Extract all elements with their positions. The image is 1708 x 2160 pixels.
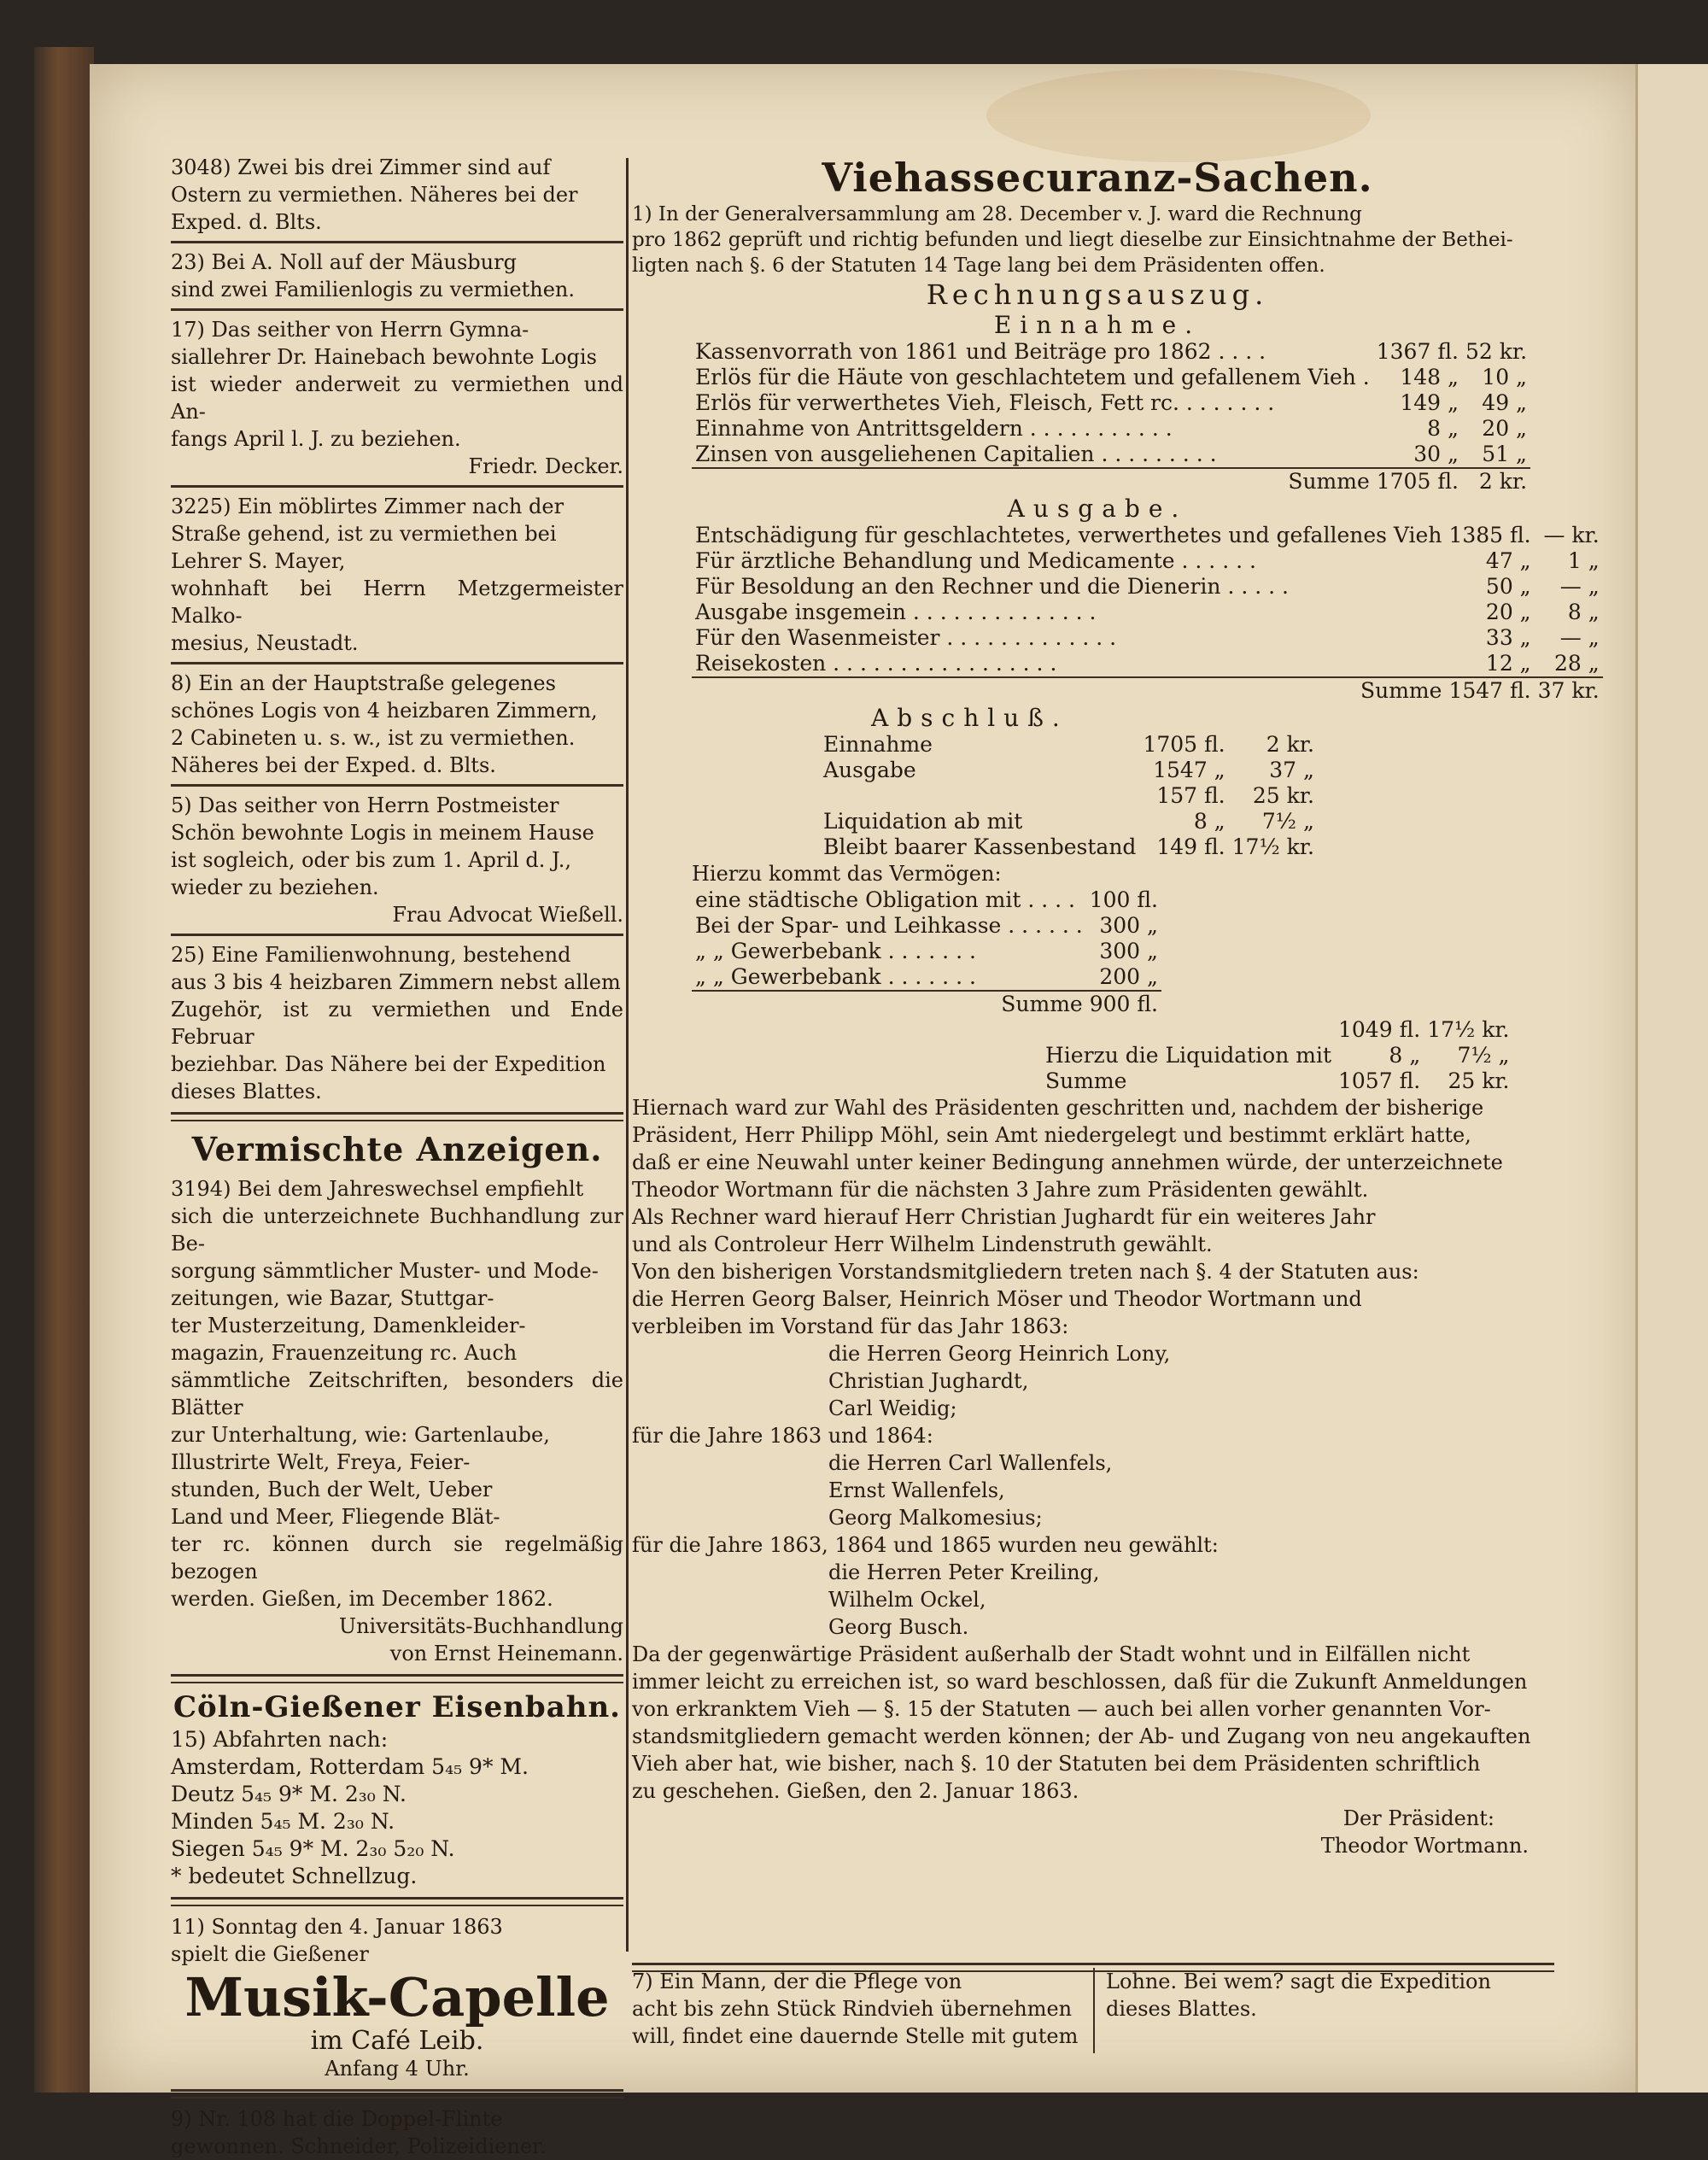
account-row (692, 887, 1161, 913)
text-line: acht bis zehn Stück Rindvieh übernehmen (632, 1997, 1073, 2021)
text-line: daß er eine Neuwahl unter keiner Bedingung annehmen würde, der unterzeichnete (632, 1150, 1503, 1174)
ad-3194-signature (171, 1613, 623, 1667)
column-rule (626, 158, 629, 1952)
account-label: Bei der Spar- und Leihkasse . . . . . . (695, 913, 1083, 938)
text-line: Ostern zu vermiethen. Näheres bei der (171, 183, 578, 207)
concert-place: im Café Leib. (310, 2026, 484, 2056)
text-line: Theodor Wortmann für die nächsten 3 Jahre zum Präsidenten gewählt. (632, 1178, 1369, 1202)
account-label: Liquidation ab mit (823, 809, 1023, 834)
separator (171, 784, 623, 787)
ausgabe-sum (692, 677, 1603, 704)
sum-fl: 1547 fl. (1445, 677, 1534, 704)
text-line: 8) Ein an der Hauptstraße gelegenes (171, 671, 556, 695)
account-kr: 51 „ (1482, 442, 1528, 466)
board-names-1863 (632, 1340, 1563, 1422)
vermoegen-sum (692, 991, 1161, 1017)
account-row (692, 574, 1603, 600)
abschluss-rows (820, 732, 1318, 860)
right-column (632, 154, 1600, 1859)
account-fl: 300 „ (1099, 939, 1158, 963)
concert-time: Anfang 4 Uhr. (325, 2057, 470, 2081)
text-line: zur Unterhaltung, wie: Gartenlaube, (171, 1423, 550, 1447)
account-kr: 25 kr. (1252, 783, 1314, 808)
account-fl: 100 fl. (1089, 887, 1158, 912)
account-label: eine städtische Obligation mit . . . . (695, 887, 1075, 912)
einnahme-title: Einnahme. (993, 311, 1202, 339)
ad-23 (171, 249, 623, 303)
text-line: siallehrer Dr. Hainebach bewohnte Logis (171, 345, 597, 369)
text-line: ist sogleich, oder bis zum 1. April d. J., (171, 848, 572, 872)
sum-label: Summe (692, 468, 1373, 495)
sum-kr: 2 kr. (1462, 468, 1530, 495)
account-fl: 1705 fl. (1143, 732, 1225, 757)
text-line: aus 3 bis 4 heizbaren Zimmern nebst allem (171, 970, 621, 994)
account-row (692, 625, 1603, 651)
text-line: wieder zu beziehen. (171, 875, 379, 899)
text-line: mesius, Neustadt. (171, 631, 359, 655)
text-line: Minden 5₄₅ M. 2₃₀ N. (171, 1809, 395, 1834)
rechnung-title: Rechnungsauszug. (926, 278, 1269, 311)
ausgabe-rows (692, 523, 1603, 677)
account-label: Bleibt baarer Kassenbestand (823, 834, 1137, 859)
ad-17 (171, 316, 623, 453)
concert-title: Musik-Capelle (184, 1966, 610, 2028)
separator (171, 308, 623, 311)
text-line: 9) Nr. 108 hat die Doppel-Flinte (171, 2107, 503, 2131)
sum-fl: 1705 fl. (1373, 468, 1462, 495)
double-separator (171, 1897, 623, 1906)
text-line: wohnhaft bei Herrn Metzgermeister Malko- (171, 577, 623, 628)
account-kr: 52 kr. (1465, 339, 1528, 364)
account-label: Zinsen von ausgeliehenen Capitalien . . . . . . . . . (695, 442, 1217, 466)
account-row (820, 758, 1318, 783)
text-line: Amsterdam, Rotterdam 5₄₅ 9* M. (171, 1754, 529, 1779)
account-row (1042, 1068, 1513, 1094)
account-row (692, 600, 1603, 625)
account-label: Einnahme (823, 732, 933, 757)
account-kr: 17½ kr. (1427, 1017, 1510, 1042)
article-title: Viehassecuranz-Sachen. (822, 155, 1373, 201)
text-line: 11) Sonntag den 4. Januar 1863 (171, 1915, 503, 1939)
account-label: Entschädigung für geschlachtetes, verwerthetes und gefallenes Vieh (695, 523, 1442, 547)
account-label: Kassenvorrath von 1861 und Beiträge pro 1862 . . . . (695, 339, 1266, 364)
text-line: Christian Jughardt, (828, 1369, 1029, 1393)
ad-5-signature: Frau Advocat Wießell. (392, 903, 623, 927)
ad-7-left (632, 1968, 1085, 2050)
account-label: Für den Wasenmeister . . . . . . . . . . . . . (695, 625, 1117, 650)
separator (171, 485, 623, 488)
account-kr: 28 „ (1553, 651, 1600, 676)
final-rows (1042, 1017, 1513, 1094)
text-line: will, findet eine dauernde Stelle mit gutem (632, 2024, 1079, 2048)
account-kr: 7½ „ (1457, 1043, 1510, 1068)
double-separator (171, 1674, 623, 1683)
account-kr: — „ (1559, 574, 1600, 599)
account-label: Ausgabe insgemein . . . . . . . . . . . . . . (695, 600, 1097, 624)
account-fl: 1049 fl. (1338, 1017, 1421, 1042)
text-line: die Herren Carl Wallenfels, (828, 1451, 1113, 1475)
text-line: sich die unterzeichnete Buchhandlung zur Be- (171, 1204, 623, 1256)
account-kr: 49 „ (1482, 390, 1528, 415)
board-names-1865 (632, 1559, 1563, 1641)
railway-title: Cöln-Gießener Eisenbahn. (173, 1690, 622, 1724)
account-kr: 37 „ (1269, 758, 1314, 782)
text-line: Illustrirte Welt, Freya, Feier- (171, 1450, 471, 1474)
account-row (820, 809, 1318, 834)
next-page-edge (1635, 64, 1708, 2093)
text-line: Georg Malkomesius; (828, 1506, 1043, 1530)
account-row (820, 834, 1318, 860)
text-line: zu geschehen. Gießen, den 2. Januar 1863. (632, 1779, 1079, 1803)
account-kr: 8 „ (1567, 600, 1600, 624)
account-label (820, 783, 1139, 809)
ausgabe-table (692, 523, 1603, 704)
account-fl: 149 fl. (1156, 834, 1225, 859)
account-fl: 1057 fl. (1338, 1068, 1421, 1093)
text-line: die Herren Georg Balser, Heinrich Möser und Theodor Wortmann und (632, 1287, 1362, 1311)
account-kr: 25 kr. (1448, 1068, 1510, 1093)
ad-5 (171, 792, 623, 901)
ausgabe-title: Ausgabe. (1007, 495, 1188, 523)
account-label: Erlös für die Häute von geschlachtetem und gefallenem Vieh . (695, 365, 1370, 389)
account-row (820, 732, 1318, 758)
text-line: gewonnen. Schneider, Polizeidiener. (171, 2134, 547, 2158)
text-line: 23) Bei A. Noll auf der Mäusburg (171, 250, 517, 274)
book-binding (34, 47, 94, 2093)
account-row (692, 416, 1530, 442)
account-row (692, 548, 1603, 574)
account-fl: 30 „ (1413, 442, 1459, 466)
text-line: 25) Eine Familienwohnung, bestehend (171, 943, 571, 967)
text-line: 3194) Bei dem Jahreswechsel empfiehlt (171, 1177, 584, 1201)
sum-fl: 900 fl. (1086, 991, 1161, 1017)
text-line: 1) In der Generalversammlung am 28. December v. J. ward die Rechnung (632, 203, 1362, 225)
text-line: sämmtliche Zeitschriften, besonders die Blätter (171, 1368, 623, 1420)
vermoegen-rows (692, 887, 1161, 991)
ad-3225 (171, 493, 623, 657)
account-fl: 1385 fl. (1448, 523, 1531, 547)
account-row (1042, 1017, 1513, 1043)
text-line: von erkranktem Vieh — §. 15 der Statuten — auch bei allen vorher genannten Vor- (632, 1697, 1491, 1721)
text-line: schönes Logis von 4 heizbaren Zimmern, (171, 699, 598, 723)
board-names-1864 (632, 1449, 1563, 1531)
bottom-ad (632, 1956, 1563, 2048)
text-line: Lehrer S. Mayer, (171, 549, 346, 573)
account-fl: 200 „ (1099, 964, 1158, 989)
text-line: Georg Busch. (828, 1615, 969, 1639)
account-label (1042, 1017, 1335, 1043)
account-label: Für Besoldung an den Rechner und die Dienerin . . . . . (695, 574, 1289, 599)
text-line: von Ernst Heinemann. (389, 1642, 623, 1665)
text-line: dieses Blattes. (1106, 1997, 1257, 2021)
ad-25 (171, 941, 623, 1105)
text-line: werden. Gießen, im December 1862. (171, 1587, 553, 1611)
text-line: 5) Das seither von Herrn Postmeister (171, 793, 559, 817)
ad-8 (171, 670, 623, 779)
text-line: Hiernach ward zur Wahl des Präsidenten geschritten und, nachdem der bisherige (632, 1096, 1484, 1120)
text-line: Siegen 5₄₅ 9* M. 2₃₀ 5₂₀ N. (171, 1836, 455, 1861)
double-separator (171, 1112, 623, 1121)
column-rule (1093, 1968, 1095, 2053)
account-label: Für ärztliche Behandlung und Medicamente . . . . . . (695, 548, 1256, 573)
text-line: ligten nach §. 6 der Statuten 14 Tage lang bei dem Präsidenten offen. (632, 255, 1325, 277)
account-row (692, 390, 1530, 416)
sum-label: Summe (692, 991, 1086, 1017)
text-line: Vieh aber hat, wie bisher, nach §. 10 der Statuten bei dem Präsidenten schriftlich (632, 1752, 1481, 1776)
account-fl: 50 „ (1485, 574, 1531, 599)
years-1863-1864: für die Jahre 1863 und 1864: (632, 1424, 933, 1448)
account-fl: 1367 fl. (1376, 339, 1459, 364)
account-row (820, 783, 1318, 809)
text-line: Schön bewohnte Logis in meinem Hause (171, 821, 594, 845)
text-line: und als Controleur Herr Wilhelm Lindenstruth gewählt. (632, 1232, 1213, 1256)
text-line: Lohne. Bei wem? sagt die Expedition (1106, 1970, 1491, 1993)
text-line: Wilhelm Ockel, (828, 1588, 986, 1612)
text-line: fangs April l. J. zu beziehen. (171, 427, 461, 451)
account-fl: 300 „ (1099, 913, 1158, 938)
text-line: Exped. d. Blts. (171, 210, 322, 234)
account-fl: 8 „ (1427, 416, 1459, 441)
text-line: die Herren Peter Kreiling, (828, 1560, 1100, 1584)
account-fl: 148 „ (1400, 365, 1459, 389)
text-line: ist wieder anderweit zu vermiethen und An- (171, 372, 623, 424)
account-row (692, 651, 1603, 677)
ad-9 (171, 2105, 623, 2160)
account-fl: 12 „ (1485, 651, 1531, 676)
sign-role: Der Präsident: (1342, 1806, 1494, 1830)
vermoegen-table (692, 887, 1161, 1017)
text-line: Universitäts-Buchhandlung (338, 1614, 623, 1638)
separator (171, 241, 623, 243)
final-table (1042, 1017, 1513, 1094)
text-line: 17) Das seither von Herrn Gymna- (171, 318, 529, 342)
text-line: Von den bisherigen Vorstandsmitgliedern treten nach §. 4 der Statuten aus: (632, 1260, 1419, 1284)
account-row (692, 365, 1530, 390)
account-row (692, 964, 1161, 991)
text-line: Als Rechner ward hierauf Herr Christian Jughardt für ein weiteres Jahr (632, 1205, 1376, 1229)
vermoegen-title: Hierzu kommt das Vermögen: (692, 862, 1002, 886)
account-label: Erlös für verwerthetes Vieh, Fleisch, Fett rc. . . . . . . . (695, 390, 1275, 415)
account-row (692, 523, 1603, 548)
text-line: Zugehör, ist zu vermiethen und Ende Februar (171, 998, 623, 1049)
account-row (1042, 1043, 1513, 1068)
separator (171, 934, 623, 936)
account-kr: — „ (1559, 625, 1600, 650)
text-line: magazin, Frauenzeitung rc. Auch (171, 1341, 518, 1365)
text-line: Carl Weidig; (828, 1396, 957, 1420)
text-line: beziehbar. Das Nähere bei der Expedition (171, 1052, 606, 1076)
text-line: ter rc. können durch sie regelmäßig bezogen (171, 1532, 623, 1583)
einnahme-rows (692, 339, 1530, 468)
text-line: 7) Ein Mann, der die Pflege von (632, 1970, 962, 1993)
text-line: 3225) Ein möblirtes Zimmer nach der (171, 495, 564, 518)
account-kr: 2 kr. (1266, 732, 1314, 757)
text-line: zeitungen, wie Bazar, Stuttgar- (171, 1286, 494, 1310)
text-line: die Herren Georg Heinrich Lony, (828, 1342, 1171, 1366)
text-line: verbleiben im Vorstand für das Jahr 1863: (632, 1314, 1069, 1338)
text-line: Ernst Wallenfels, (828, 1478, 1005, 1502)
text-line: stunden, Buch der Welt, Ueber (171, 1478, 493, 1501)
account-label: „ „ Gewerbebank . . . . . . . (695, 939, 976, 963)
account-fl: 149 „ (1400, 390, 1459, 415)
account-kr: 1 „ (1567, 548, 1600, 573)
double-separator (171, 2089, 623, 2099)
account-label: Summe (1045, 1068, 1127, 1093)
account-row (692, 939, 1161, 964)
account-fl: 8 „ (1193, 809, 1225, 834)
account-fl: 33 „ (1485, 625, 1531, 650)
text-line: Da der gegenwärtige Präsident außerhalb der Stadt wohnt und in Eilfällen nicht (632, 1642, 1471, 1666)
ad-17-signature: Friedr. Decker. (468, 454, 623, 478)
einnahme-sum (692, 468, 1530, 495)
ad-7-right (1106, 1968, 1554, 2022)
text-line: pro 1862 geprüft und richtig befunden und liegt dieselbe zur Einsichtnahme der Bethei- (632, 229, 1513, 251)
account-label: Hierzu die Liquidation mit (1045, 1043, 1331, 1068)
account-row (692, 913, 1161, 939)
account-label: Ausgabe (823, 758, 916, 782)
account-fl: 8 „ (1389, 1043, 1421, 1068)
einnahme-table (692, 339, 1530, 495)
left-column (171, 154, 623, 2160)
account-kr: 10 „ (1482, 365, 1528, 389)
text-line: 2 Cabineten u. s. w., ist zu vermiethen. (171, 726, 576, 750)
account-kr: 7½ „ (1261, 809, 1314, 834)
text-line: sorgung sämmtlicher Muster- und Mode- (171, 1259, 599, 1283)
account-label: Einnahme von Antrittsgeldern . . . . . . . . . . . (695, 416, 1173, 441)
account-fl: 20 „ (1485, 600, 1531, 624)
text-line: spielt die Gießener (171, 1942, 369, 1966)
text-line: Präsident, Herr Philipp Möhl, sein Amt niedergelegt und bestimmt erklärt hatte, (632, 1123, 1471, 1147)
account-fl: 157 fl. (1156, 783, 1225, 808)
paper-stain (986, 68, 1371, 162)
closing-text (632, 1641, 1563, 1805)
text-line: 15) Abfahrten nach: (171, 1727, 389, 1752)
text-line: Deutz 5₄₅ 9* M. 2₃₀ N. (171, 1782, 407, 1806)
ad-3194 (171, 1175, 623, 1613)
account-label: „ „ Gewerbebank . . . . . . . (695, 964, 976, 989)
railway-schedule (171, 1726, 623, 1890)
election-text (632, 1094, 1563, 1340)
account-fl: 47 „ (1485, 548, 1531, 573)
account-row (692, 339, 1530, 365)
ad-3048 (171, 154, 623, 236)
text-line: Land und Meer, Fliegende Blät- (171, 1505, 500, 1529)
sum-label: Summe (692, 677, 1445, 704)
account-row (692, 442, 1530, 468)
text-line: dieses Blattes. (171, 1080, 322, 1103)
text-line: Näheres bei der Exped. d. Blts. (171, 753, 496, 777)
sum-kr: 37 kr. (1535, 677, 1603, 704)
text-line: sind zwei Familienlogis zu vermiethen. (171, 278, 576, 301)
article-intro (632, 202, 1563, 278)
concert-intro (171, 1913, 623, 1968)
account-kr: — kr. (1543, 523, 1600, 547)
abschluss-table (820, 732, 1318, 860)
text-line: Straße gehend, ist zu vermiethen bei (171, 522, 557, 546)
separator (171, 662, 623, 664)
section-title-vermischte: Vermischte Anzeigen. (191, 1130, 603, 1168)
abschluss-title: Abschluß. (871, 704, 1068, 732)
text-line: standsmitgliedern gemacht werden können; der Ab- und Zugang von neu angekauften (632, 1724, 1531, 1748)
text-line: ter Musterzeitung, Damenkleider- (171, 1314, 526, 1338)
text-line: immer leicht zu erreichen ist, so ward beschlossen, daß für die Zukunft Anmeldungen (632, 1670, 1528, 1694)
account-label: Reisekosten . . . . . . . . . . . . . . . . . (695, 651, 1057, 676)
account-kr: 20 „ (1482, 416, 1528, 441)
account-fl: 1547 „ (1153, 758, 1225, 782)
text-line: * bedeutet Schnellzug. (171, 1864, 418, 1888)
sign-name: Theodor Wortmann. (1320, 1834, 1529, 1858)
text-line: 3048) Zwei bis drei Zimmer sind auf (171, 155, 551, 179)
years-1863-1865: für die Jahre 1863, 1864 und 1865 wurden neu gewählt: (632, 1533, 1219, 1557)
account-kr: 17½ kr. (1231, 834, 1314, 859)
